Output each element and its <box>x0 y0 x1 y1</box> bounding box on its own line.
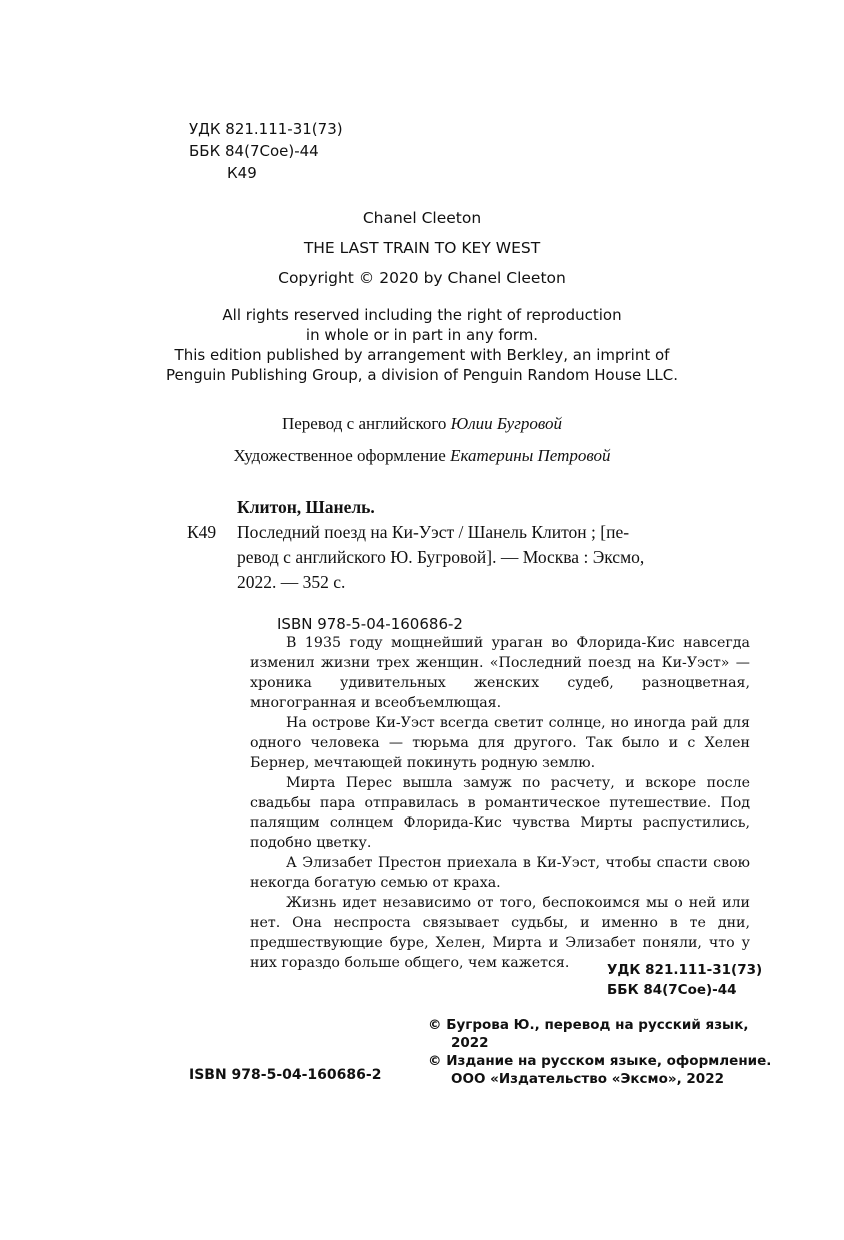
classification-codes-top <box>189 118 343 184</box>
bib-line: 2022. — 352 с. <box>237 572 346 592</box>
annotation-paragraph: А Элизабет Престон приехала в Ки-Уэст, чтобы спасти свою некогда богатую семью от краха. <box>250 855 750 891</box>
annotation-paragraph: В 1935 году мощнейший ураган во Флорида-Кис навсегда изменил жизни трех женщин. «Последний поезд на Ки-Уэст» — хроника удивительных женских судеб, разноцветная, многогранная и всеобъемлющая. <box>250 635 750 711</box>
original-title: THE LAST TRAIN TO KEY WEST <box>303 239 541 257</box>
translation-copyright: © Бугрова Ю., перевод на русский язык, <box>428 1017 749 1033</box>
rights-line: This edition published by arrangement with Berkley, an imprint of <box>174 346 670 364</box>
author-mark: К49 <box>227 164 257 182</box>
annotation-paragraph: Мирта Перес вышла замуж по расчету, и вскоре после свадьбы пара отправилась в романтическое путешествие. Под палящим солнцем Флорида-Кис чувства Мирты распустились, подобно цветку. <box>250 775 750 851</box>
copyright-notices <box>428 1016 771 1088</box>
udk-code: УДК 821.111-31(73) <box>607 962 763 978</box>
credits-block <box>0 408 844 472</box>
design-credit <box>0 440 844 472</box>
translator-name: Юлии Бугровой <box>450 414 563 433</box>
rights-line: All rights reserved including the right of reproduction <box>222 306 622 324</box>
bbk-code: ББК 84(7Сое)-44 <box>189 142 319 160</box>
translation-prefix: Перевод с английского <box>281 414 451 433</box>
original-edition-block <box>0 203 844 385</box>
rights-notice <box>0 305 844 385</box>
bbk-code: ББК 84(7Сое)-44 <box>607 982 737 998</box>
annotation <box>250 633 750 973</box>
translation-copyright-year: 2022 <box>451 1035 489 1051</box>
original-copyright: Copyright © 2020 by Chanel Cleeton <box>278 269 566 287</box>
annotation-paragraph: Жизнь идет независимо от того, беспокоимся мы о ней или нет. Она неспроста связывает судьбы, и именно в те дни, предшествующие буре, Хелен, Мирта и Элизабет поняли, что у них гораздо больше общего, чем кажется. <box>250 895 750 971</box>
bib-isbn: ISBN 978-5-04-160686-2 <box>277 615 463 633</box>
bib-entry <box>187 520 750 595</box>
bib-line: ревод с английского Ю. Бугровой]. — Москва : Эксмо, <box>237 547 645 567</box>
rights-line: Penguin Publishing Group, a division of Penguin Random House LLC. <box>165 366 679 384</box>
classification-codes-bottom <box>607 960 762 1000</box>
translation-credit <box>0 408 844 440</box>
annotation-paragraph: На острове Ки-Уэст всегда светит солнце, но иногда рай для одного человека — тюрьма для другого. Так было и с Хелен Бернер, мечтающей покинуть родную землю. <box>250 715 750 771</box>
udk-code: УДК 821.111-31(73) <box>189 120 343 138</box>
bib-mark: К49 <box>187 522 217 542</box>
rights-line: in whole or in part in any form. <box>305 326 539 344</box>
designer-name: Екатерины Петровой <box>450 446 611 465</box>
bibliographic-record <box>187 494 750 635</box>
original-author: Chanel Cleeton <box>362 209 482 227</box>
design-prefix: Художественное оформление <box>233 446 451 465</box>
bib-line: Последний поезд на Ки-Уэст / Шанель Клитон ; [пе- <box>237 522 630 542</box>
edition-copyright: © Издание на русском языке, оформление. <box>428 1053 772 1069</box>
isbn-bottom: ISBN 978-5-04-160686-2 <box>189 1067 382 1083</box>
bib-description <box>237 520 750 595</box>
publisher-copyright: ООО «Издательство «Эксмо», 2022 <box>451 1071 724 1087</box>
bib-author: Клитон, Шанель. <box>237 497 375 517</box>
